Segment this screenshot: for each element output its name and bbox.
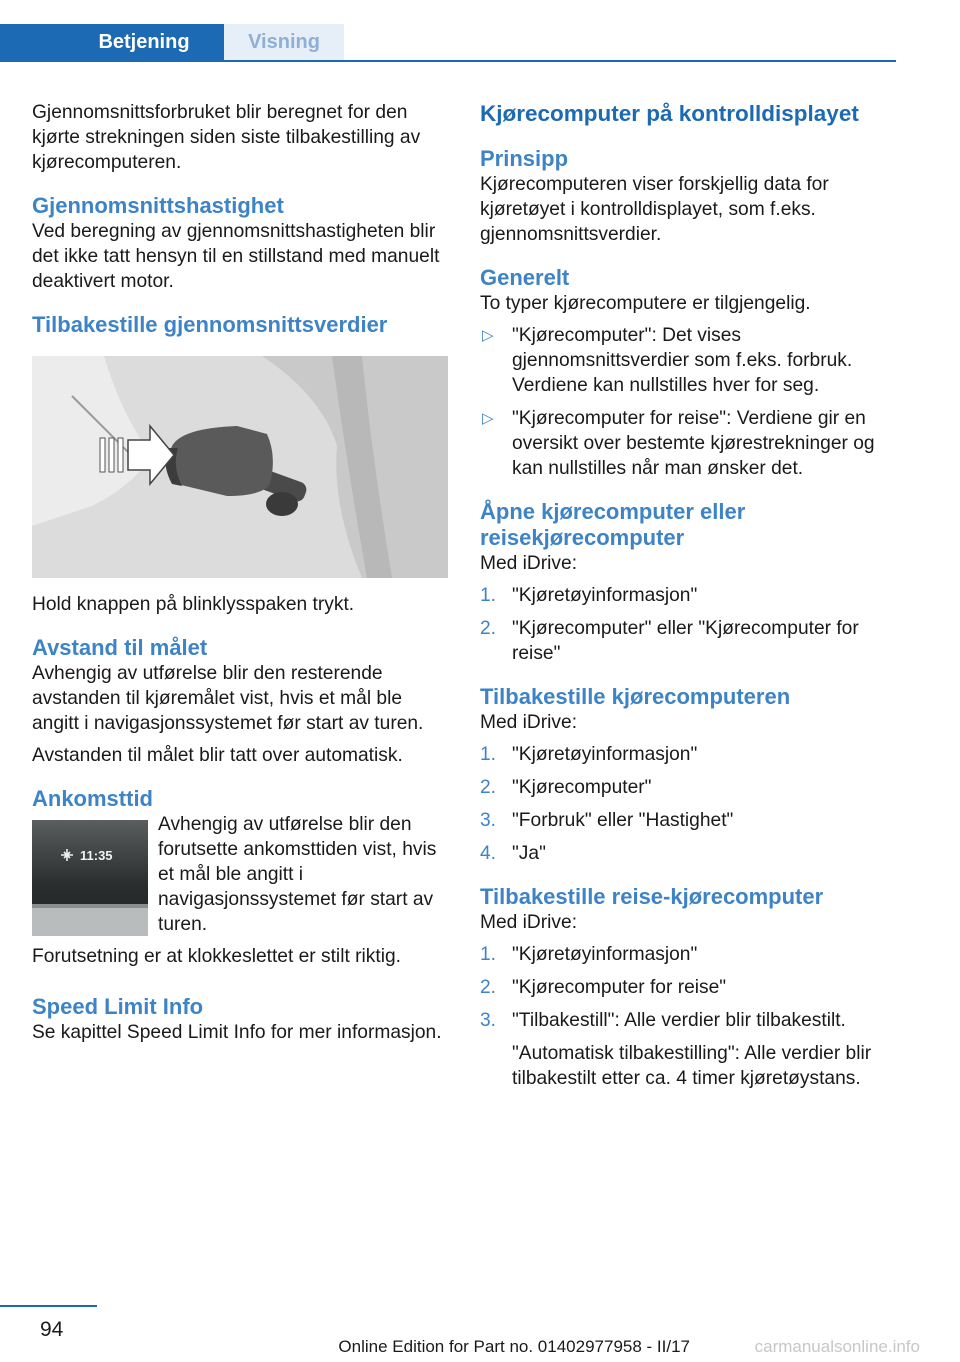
arrival-heading: Ankomsttid: [32, 786, 153, 811]
open-steps-list: [480, 583, 898, 666]
list-item: 1. "Kjøretøyinformasjon": [480, 585, 698, 606]
speed-limit-text: Se kapittel Speed Limit Info for mer informasjon.: [32, 1022, 442, 1043]
arrival-text-2: Forutsetning er at klokkeslettet er stilt riktig.: [32, 946, 401, 967]
arrival-time-display: [32, 820, 148, 936]
list-item: 2. "Kjørecomputer": [480, 777, 652, 798]
list-item: 2. "Kjørecomputer" eller "Kjørecomputer for reise": [480, 618, 859, 664]
list-item: 2. "Kjørecomputer for reise": [480, 977, 727, 998]
section-tabs: [0, 24, 896, 62]
reset-trip-computer-text: Med iDrive:: [480, 712, 578, 733]
list-item: 1. "Kjøretøyinformasjon": [480, 944, 698, 965]
tab-visning[interactable]: Visning: [224, 24, 344, 60]
avg-speed-heading: Gjennomsnittshastighet: [32, 193, 284, 218]
list-item: 4. "Ja": [480, 843, 546, 864]
left-column: [32, 100, 448, 1052]
open-text: Med iDrive:: [480, 553, 578, 574]
principle-heading: Prinsipp: [480, 146, 569, 171]
general-text: To typer kjørecomputere er tilgjengelig.: [480, 293, 811, 314]
avg-speed-text: Ved beregning av gjennomsnittshastigheten blir det ikke tatt hensyn til en stillstand med manuelt deaktivert motor.: [32, 221, 440, 292]
triangle-bullet-icon: ▷: [482, 410, 494, 427]
speed-limit-heading: Speed Limit Info: [32, 994, 204, 1019]
trip-computer-main-heading: Kjørecomputer på kontrolldisplayet: [480, 101, 859, 126]
distance-text-2: Avstanden til målet blir tatt over automatisk.: [32, 745, 403, 766]
tab-betjening[interactable]: Betjening: [0, 24, 224, 60]
intro-paragraph: Gjennomsnittsforbruket blir beregnet for den kjørte strekningen siden siste tilbakestilling av kjørecomputeren.: [32, 102, 421, 173]
distance-heading: Avstand til målet: [32, 635, 208, 660]
edition-note: Online Edition for Part no. 01402977958 - II/17: [338, 1337, 690, 1356]
footer-rule: [0, 1305, 97, 1307]
list-item: 3. "Forbruk" eller "Hastighet": [480, 810, 734, 831]
distance-text-1: Avhengig av utførelse blir den resterende avstanden til kjøremålet vist, hvis et mål ble angitt i navigasjonssystemet før start av turen.: [32, 663, 424, 734]
trip-computer-types-list: [480, 323, 898, 481]
reset-avg-heading: Tilbakestille gjennomsnittsverdier: [32, 312, 388, 337]
reset-trip-computer-steps: [480, 742, 898, 866]
auto-reset-note: "Automatisk tilbakestilling": Alle verdier blir tilbakestilt etter ca. 4 timer kjøretøystans.: [512, 1043, 872, 1089]
watermark: carmanualsonline.info: [754, 1337, 920, 1356]
arrival-text-1: Avhengig av utførelse blir den forutsette ankomsttiden vist, hvis et mål ble angitt i navigasjonssystemet før start av turen.: [158, 814, 437, 935]
principle-text: Kjørecomputeren viser forskjellig data for kjøretøyet i kontrolldisplayet, som f.eks. gjennomsnittsverdier.: [480, 174, 829, 245]
right-column: [480, 100, 898, 1091]
arrival-clock-text: 11:35: [80, 848, 113, 863]
turn-signal-stalk-illustration: [32, 356, 448, 578]
triangle-bullet-icon: ▷: [482, 327, 494, 344]
list-item: ▷ "Kjørecomputer for reise": Verdiene gir en oversikt over bestemte kjørestrekninger og kan nullstilles når man ønsker det.: [482, 408, 875, 479]
reset-travel-computer-steps: [480, 942, 898, 1033]
open-heading: Åpne kjørecomputer eller reisekjørecomputer: [480, 499, 746, 550]
list-item: ▷ "Kjørecomputer": Det vises gjennomsnittsverdier som f.eks. forbruk. Verdiene kan nullstilles hver for seg.: [482, 325, 853, 396]
general-heading: Generelt: [480, 265, 570, 290]
page-number: 94: [40, 1318, 64, 1341]
list-item: 3. "Tilbakestill": Alle verdier blir tilbakestilt.: [480, 1010, 846, 1031]
reset-travel-computer-heading: Tilbakestille reise-kjørecomputer: [480, 884, 824, 909]
reset-trip-computer-heading: Tilbakestille kjørecomputeren: [480, 684, 791, 709]
list-item: 1. "Kjøretøyinformasjon": [480, 744, 698, 765]
reset-avg-caption: Hold knappen på blinklysspaken trykt.: [32, 594, 355, 615]
reset-travel-computer-text: Med iDrive:: [480, 912, 578, 933]
